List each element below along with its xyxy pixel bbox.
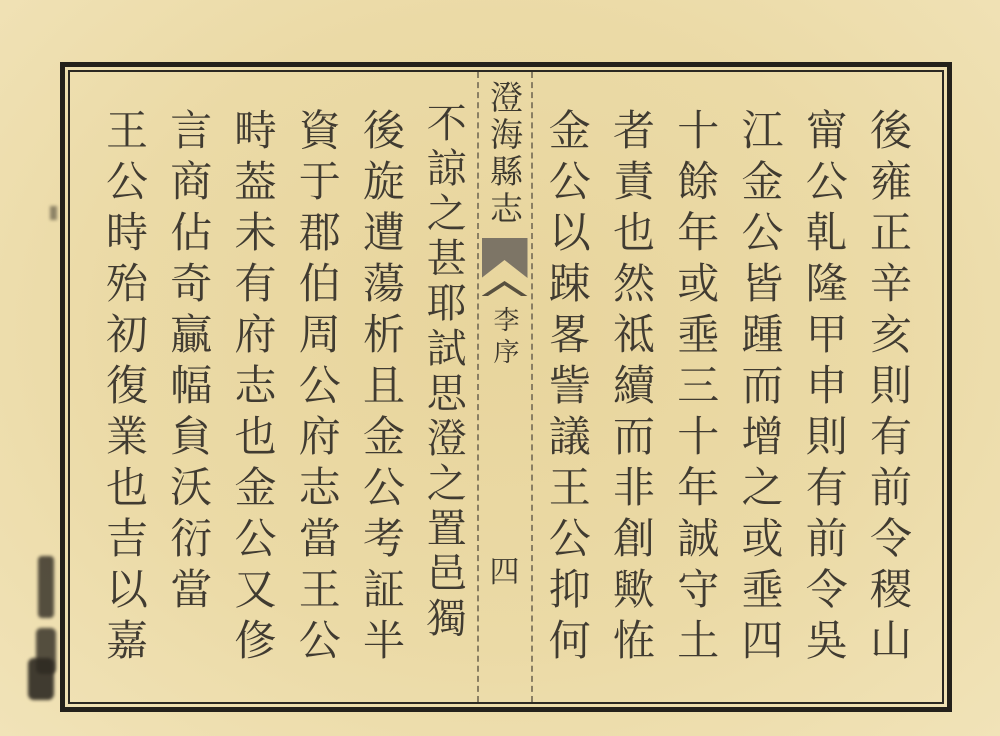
book-title: 澄海縣志 [485, 80, 524, 228]
page-number: 四 [489, 555, 520, 591]
text-column-5: 者責也然祗續而非創歟恠 [607, 108, 656, 669]
ink-smudge [38, 556, 54, 618]
ink-smudge [50, 206, 57, 220]
ink-smudge [28, 658, 54, 700]
text-column-1: 後雍正辛亥則有前令稷山 [864, 108, 913, 669]
text-column-3: 江金公皆踵而增之或埀四 [735, 108, 785, 669]
text-column-10: 畤葢未有府志也金公又俢 [228, 108, 278, 669]
page-border-frame [60, 62, 952, 712]
text-column-6: 金公以踈畧訾議王公抑何 [542, 108, 592, 669]
section-label: 李序 [489, 306, 519, 370]
text-column-4: 十餘年或埀三十年誠守土 [671, 108, 721, 669]
fishtail-icon [482, 238, 528, 278]
text-area [70, 72, 942, 702]
text-column-2: 甯公乹隆甲申則有前令吳 [799, 108, 849, 669]
text-column-7: 不諒之甚耶試思澄之置邑獨 [420, 102, 467, 642]
banxin-center-column [477, 72, 533, 702]
text-column-9: 資于郡伯周公府志當王公 [292, 108, 342, 669]
text-column-8: 後旋遭蕩析且金公考証半 [357, 108, 406, 669]
text-column-12: 王公時殆初復業也吉以嘉 [100, 108, 149, 669]
text-column-11: 言商佔奇贏幅貟沃衍當 [164, 108, 214, 618]
chevron-mark-icon [482, 281, 528, 296]
inner-border [68, 70, 944, 704]
